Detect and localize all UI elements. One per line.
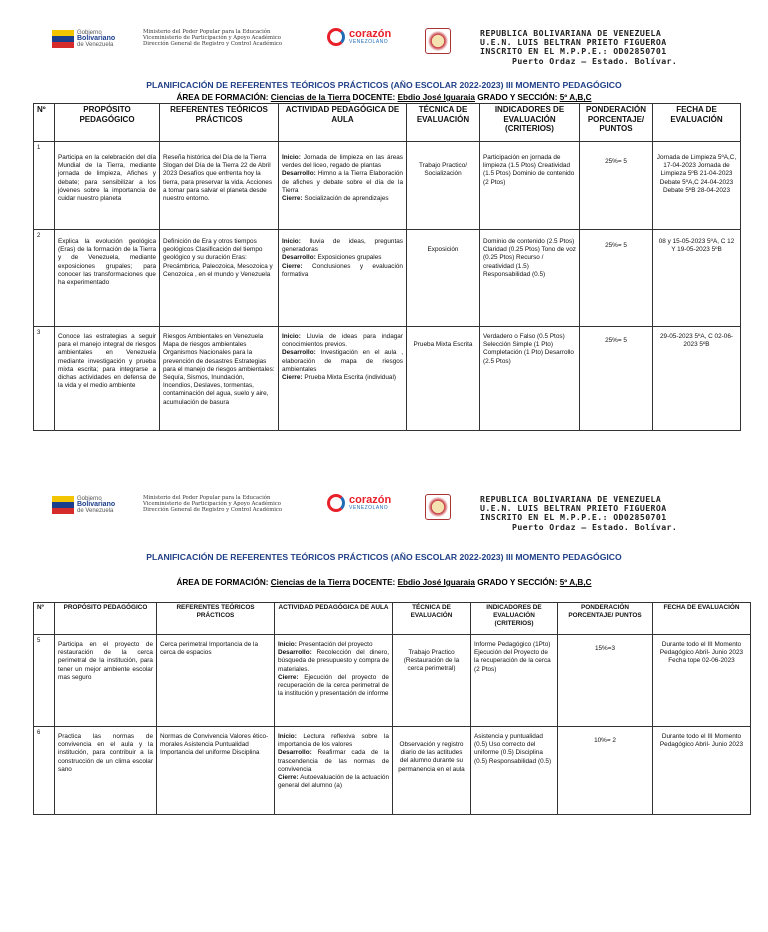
phase-text: Recolección del dinero, búsqueda de presupuesto y compra de materiales. — [278, 649, 389, 673]
cell-referentes: Normas de Convivencia Valores ético-morales Asistencia Puntualidad Importancia del uniforme Disciplina — [157, 727, 275, 815]
corazon-text: corazón — [349, 28, 392, 40]
col-header: Nº — [34, 603, 55, 635]
heart-ring-icon — [327, 494, 345, 512]
cell-n: 3 — [34, 327, 55, 431]
cell-proposito: Participa en la celebración del día Mundial de la Tierra, mediante jornada de limpieza, Afiches y debate; para sensibilizar a los jóvenes sobre la importancia de cuidar nuestro planeta — [55, 142, 160, 230]
activity-phase — [282, 154, 403, 170]
ministry-line: Viceministerio de Participación y Apoyo Académico — [143, 35, 281, 42]
col-header: ACTIVIDAD PEDAGÓGICA DE AULA — [279, 104, 407, 142]
cell-actividad — [279, 142, 407, 230]
cell-actividad — [275, 727, 393, 815]
gob-line2: Bolivariano — [77, 501, 116, 508]
activity-phase — [278, 774, 389, 790]
col-header: TÉCNICA DE EVALUACIÓN — [393, 603, 471, 635]
corazon-text: corazón — [349, 494, 392, 506]
cell-fecha: Durante todo el III Momento Pedagógico Abril- Junio 2023 Fecha tope 02-06-2023 — [653, 635, 751, 727]
cell-ponderacion: 25%= 5 — [580, 142, 653, 230]
cell-proposito: Participa en el proyecto de restauración de la cerca perimetral de la institución, para tener un mejor ambiente escolar mas seguro — [55, 635, 157, 727]
table-row — [34, 635, 751, 727]
flag-icon — [52, 30, 74, 48]
cell-n: 1 — [34, 142, 55, 230]
cell-n: 5 — [34, 635, 55, 727]
activity-phase — [282, 254, 403, 262]
phase-text: Jornada de limpieza en las áreas verdes del liceo, regado de plantas — [282, 154, 403, 170]
col-header: Nº — [34, 104, 55, 142]
cell-tecnica: Trabajo Practico (Restauración de la cerca perimetral) — [393, 635, 471, 727]
col-header: REFERENTES TEÓRICOS PRÁCTICOS — [157, 603, 275, 635]
cell-actividad — [279, 230, 407, 327]
phase-text: Reafirmar cada de la trascendencia de las normas de convivencia — [278, 749, 389, 773]
docente-value: Ebdio José Iguaraia — [397, 578, 475, 587]
phase-text: Presentación del proyecto — [296, 641, 373, 648]
page-2 — [0, 466, 768, 932]
cell-indicadores: Informe Pedagógico (1Pto) Ejecución del Proyecto de la recuperación de la cerca (2 Ptos) — [471, 635, 558, 727]
ministry-line: Dirección General de Registro y Control Académico — [143, 41, 283, 48]
gob-line3: de Venezuela — [77, 508, 114, 514]
activity-phase — [278, 749, 389, 774]
cell-actividad — [279, 327, 407, 431]
activity-phase — [278, 733, 389, 749]
phase-label: Cierre: — [278, 774, 299, 782]
school-line: Puerto Ordaz – Estado. Bolívar. — [512, 55, 678, 66]
phase-text: Himno a la Tierra Elaboración de afiches y debate sobre el día de la Tierra — [282, 170, 403, 194]
area-line — [0, 578, 768, 587]
cell-fecha: Durante todo el III Momento Pedagógico Abril- Junio 2023 — [653, 727, 751, 815]
phase-label: Inicio: — [278, 733, 297, 740]
ministry-text — [143, 29, 282, 48]
phase-label: Cierre: — [282, 374, 303, 382]
letterhead — [0, 466, 768, 536]
cell-tecnica: Exposición — [407, 230, 480, 327]
phase-text: Exposiciones grupales — [315, 254, 382, 262]
ministry-line: Viceministerio de Participación y Apoyo Académico — [143, 501, 281, 508]
table-row — [34, 142, 741, 230]
school-seal-icon — [425, 28, 451, 54]
cell-fecha: Jornada de Limpieza 5ºA,C, 17-04-2023 Jornada de Limpieza 5ºB 21-04-2023 Debate 5ºA,C 24-04-2023 Debate 5ºB 28-04-2023 — [653, 142, 741, 230]
area-label: ÁREA DE FORMACIÓN: — [176, 578, 269, 587]
col-header: PROPÓSITO PEDAGÓGICO — [55, 603, 157, 635]
activity-phase — [282, 374, 403, 382]
phase-text: Conclusiones y evaluación formativa — [282, 262, 403, 278]
cell-proposito: Practica las normas de convivencia en el aula y la institución, para contribuir a la construcción de un clima escolar sano — [55, 727, 157, 815]
cell-referentes: Reseña histórica del Día de la Tierra Slogan del Día de la Tierra 22 de Abril 2023 Desafíos que enfrenta hoy la tierra, para preservar la vida. Acciones a tomar para salvar el planeta desde nuestro entorno. — [160, 142, 279, 230]
phase-label: Cierre: — [282, 195, 303, 203]
col-header: PROPÓSITO PEDAGÓGICO — [55, 104, 160, 142]
docente-value: Ebdio José Iguaraia — [397, 93, 475, 102]
phase-label: Inicio: — [282, 333, 301, 340]
col-header: INDICADORES DE EVALUACIÓN (CRITERIOS) — [480, 104, 580, 142]
cell-tecnica: Trabajo Practico/ Socialización — [407, 142, 480, 230]
activity-phase — [278, 674, 389, 699]
cell-ponderacion: 15%=3 — [558, 635, 653, 727]
heart-ring-icon — [327, 28, 345, 46]
phase-label: Cierre: — [278, 673, 299, 681]
school-info — [480, 29, 677, 66]
grado-label: GRADO Y SECCIÓN: — [477, 93, 558, 102]
cell-indicadores: Asistencia y puntualidad (0.5) Uso correcto del uniforme (0.5) Disciplina (0.5) Responsabilidad (0.5) — [471, 727, 558, 815]
gob-line3: de Venezuela — [77, 42, 114, 48]
phase-label: Inicio: — [278, 641, 297, 648]
gobierno-bolivariano-logo — [52, 30, 115, 48]
school-line: INSCRITO EN EL M.P.P.E.: OD02850701 — [480, 512, 667, 523]
ministry-line: Dirección General de Registro y Control Académico — [143, 507, 283, 514]
header-row — [34, 104, 741, 142]
activity-phase — [282, 195, 403, 203]
corazon-sub: VENEZOLANO — [349, 505, 389, 511]
cell-indicadores: Dominio de contenido (2.5 Ptos) Claridad (0.25 Ptos) Tono de voz (0.25 Ptos) Recurso / creatividad (1.5) Responsabilidad (0.5) — [480, 230, 580, 327]
cell-proposito: Explica la evolución geológica (Eras) de la formación de la Tierra y de Venezuela, mediante exposiciones grupales; para conocer las transformaciones que ha experimentado — [55, 230, 160, 327]
header-row — [34, 603, 751, 635]
phase-text: Ejecución del proyecto de recuperación de la cerca perimetral de la institución y presentación de informe — [278, 673, 389, 698]
letterhead — [0, 0, 768, 70]
col-header: FECHA DE EVALUACIÓN — [653, 104, 741, 142]
gob-line2: Bolivariano — [77, 35, 116, 42]
cell-tecnica: Prueba Mixta Escrita — [407, 327, 480, 431]
phase-text: Socialización de aprendizajes — [302, 195, 389, 203]
col-header: FECHA DE EVALUACIÓN — [653, 603, 751, 635]
col-header: REFERENTES TEÓRICOS PRÁCTICOS — [160, 104, 279, 142]
col-header: PONDERACIÓN PORCENTAJE/ PUNTOS — [580, 104, 653, 142]
phase-label: Desarrollo: — [278, 749, 312, 757]
activity-phase — [278, 641, 389, 649]
cell-proposito: Conoce las estrategias a seguir para el manejo integral de riesgos ambientales en Venezuela mediante investigación y prueba mixta escrita; para integrarse a dichas actividades en defensa de la vida y el medio ambiente — [55, 327, 160, 431]
area-value: Ciencias de la Tierra — [270, 578, 351, 587]
phase-text: Lluvia de ideas para indagar conocimientos previos. — [282, 333, 403, 349]
phase-label: Cierre: — [282, 262, 303, 270]
cell-n: 6 — [34, 727, 55, 815]
col-header: PONDERACIÓN PORCENTAJE/ PUNTOS — [558, 603, 653, 635]
col-header: INDICADORES DE EVALUACIÓN (CRITERIOS) — [471, 603, 558, 635]
activity-phase — [282, 333, 403, 349]
phase-text: lluvia de ideas, preguntas generadoras — [282, 238, 403, 254]
cell-fecha: 08 y 15-05-2023 5ºA, C 12 Y 19-05-2023 5ºB — [653, 230, 741, 327]
table-row — [34, 230, 741, 327]
phase-label: Inicio: — [282, 154, 301, 161]
phase-text: Autoevaluación de la actuación general del alumno (a) — [278, 774, 389, 790]
plan-title: PLANIFICACIÓN DE REFERENTES TEÓRICOS PRÁCTICOS (AÑO ESCOLAR 2022-2023) III MOMENTO PEDAGÓGICO — [146, 80, 622, 90]
docente-label: DOCENTE: — [352, 578, 396, 587]
cell-indicadores: Verdadero o Falso (0.5 Ptos) Selección Simple (1 Pto) Completación (1 Pto) Desarrollo (2.5 Ptos) — [480, 327, 580, 431]
cell-actividad — [275, 635, 393, 727]
docente-label: DOCENTE: — [352, 93, 396, 102]
school-line: U.E.N. LUIS BELTRAN PRIETO FIGUEROA — [480, 503, 667, 514]
corazon-venezolano-logo — [327, 28, 391, 46]
school-line: REPUBLICA BOLIVARIANA DE VENEZUELA — [480, 28, 662, 38]
table-row — [34, 327, 741, 431]
grado-value: 5º A,B,C — [559, 93, 592, 102]
corazon-sub: VENEZOLANO — [349, 39, 389, 45]
activity-phase — [282, 263, 403, 279]
flag-icon — [52, 496, 74, 514]
ministry-line: Ministerio del Poder Popular para la Educación — [143, 495, 271, 501]
cell-referentes: Riesgos Ambientales en Venezuela Mapa de riesgos ambientales Organismos Nacionales para la prevención de desastres Estrategias para el manejo de riesgos ambientales: Sequía, Sismos, Inundación, Incendios, Deslaves, tormentas, contaminación del agua, suelo y aire, acumulación de basura — [160, 327, 279, 431]
gob-line1: Gobierno — [77, 496, 102, 502]
phase-label: Desarrollo: — [282, 254, 316, 262]
phase-label: Inicio: — [282, 238, 301, 245]
cell-ponderacion: 10%= 2 — [558, 727, 653, 815]
col-header: ACTIVIDAD PEDAGÓGICA DE AULA — [275, 603, 393, 635]
school-line: U.E.N. LUIS BELTRAN PRIETO FIGUEROA — [480, 37, 667, 48]
school-seal-icon — [425, 494, 451, 520]
school-info — [480, 495, 677, 532]
phase-text: Prueba Mixta Escrita (individual) — [302, 374, 397, 382]
ministry-line: Ministerio del Poder Popular para la Educación — [143, 29, 271, 35]
phase-label: Desarrollo: — [278, 649, 312, 657]
phase-label: Desarrollo: — [282, 349, 316, 357]
phase-text: Investigación en el aula , elaboración de mapa de riesgos ambientales — [282, 349, 403, 373]
school-line: INSCRITO EN EL M.P.P.E.: OD02850701 — [480, 46, 667, 57]
plan-table-2 — [33, 602, 751, 815]
col-header: TÉCNICA DE EVALUACIÓN — [407, 104, 480, 142]
cell-tecnica: Observación y registro diario de las actitudes del alumno durante su permanencia en el aula — [393, 727, 471, 815]
table-row — [34, 727, 751, 815]
ministry-text — [143, 495, 282, 514]
phase-label: Desarrollo: — [282, 170, 316, 178]
cell-referentes: Definición de Era y otros tiempos geológicos Clasificación del tiempo geológico y su duración Eras: Precámbrica, Paleozoica, Mesozoica y Cenozoica , en el mundo y Venezuela — [160, 230, 279, 327]
cell-indicadores: Participación en jornada de limpieza (1.5 Ptos) Creatividad (1.5 Ptos) Dominio de contenido (2 Ptos) — [480, 142, 580, 230]
area-label: ÁREA DE FORMACIÓN: — [176, 93, 269, 102]
activity-phase — [282, 349, 403, 374]
cell-n: 2 — [34, 230, 55, 327]
plan-title: PLANIFICACIÓN DE REFERENTES TEÓRICOS PRÁCTICOS (AÑO ESCOLAR 2022-2023) III MOMENTO PEDAGÓGICO — [146, 552, 622, 562]
phase-text: Lectura reflexiva sobre la importancia de los valores — [278, 733, 389, 749]
school-line: Puerto Ordaz – Estado. Bolívar. — [512, 521, 678, 532]
area-value: Ciencias de la Tierra — [270, 93, 351, 102]
cell-referentes: Cerca perimetral Importancia de la cerca de espacios — [157, 635, 275, 727]
gob-line1: Gobierno — [77, 30, 102, 36]
cell-ponderacion: 25%= 5 — [580, 230, 653, 327]
activity-phase — [282, 170, 403, 195]
gobierno-bolivariano-logo — [52, 496, 115, 514]
cell-ponderacion: 25%= 5 — [580, 327, 653, 431]
school-line: REPUBLICA BOLIVARIANA DE VENEZUELA — [480, 494, 662, 504]
grado-value: 5º A,B,C — [559, 578, 592, 587]
activity-phase — [282, 238, 403, 254]
cell-fecha: 29-05-2023 5ºA, C 02-06-2023 5ºB — [653, 327, 741, 431]
area-line — [0, 93, 768, 102]
activity-phase — [278, 649, 389, 674]
corazon-venezolano-logo — [327, 494, 391, 512]
grado-label: GRADO Y SECCIÓN: — [477, 578, 558, 587]
plan-table-1 — [33, 103, 741, 431]
